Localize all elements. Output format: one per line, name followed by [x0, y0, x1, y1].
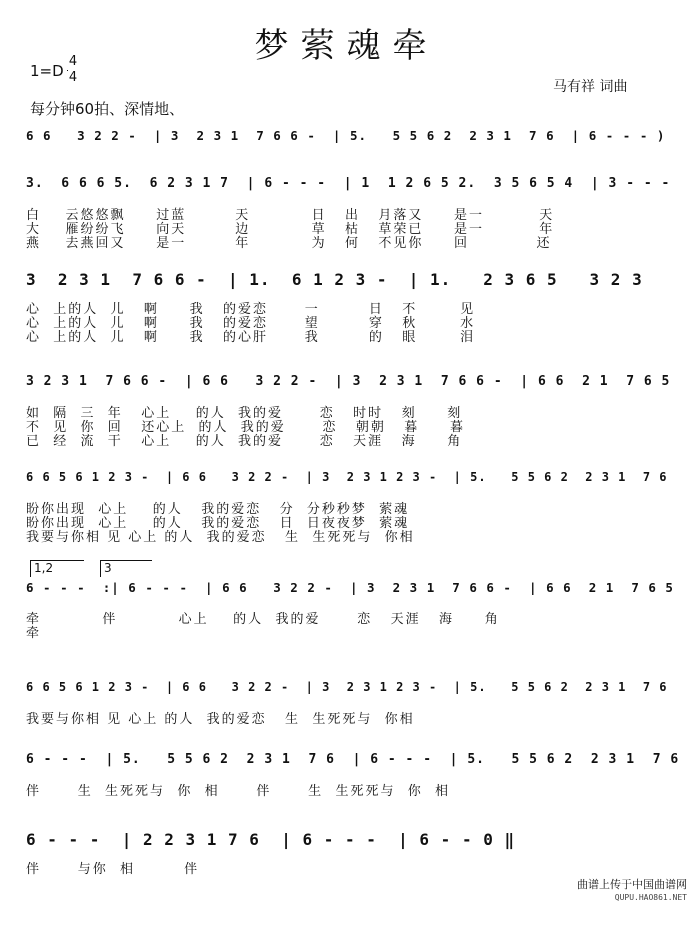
score-system: [0, 270, 693, 370]
tempo-marking: 每分钟60拍、深情地、: [30, 100, 185, 118]
lyric-line: 大 雁纷纷飞 向天 边 草 枯 草荣已 是一 年: [26, 222, 555, 237]
key-signature: 1=D: [30, 62, 64, 80]
notation-line: 3. 6 6 6 5. 6 2 3 1 7 | 6 - - - | 1 1 2 6 5 2. 3 5 6 5 4 | 3 - - -: [26, 176, 671, 191]
footer-watermark: [577, 878, 687, 904]
notation-line: 6 - - - :| 6 - - - | 6 6 3 2 2 - | 3 2 3 1 7 6 6 - | 6 6 2 1 7 6 5: [26, 580, 674, 595]
lyric-line: 伴 生 生死死与 你 相 伴 生 生死死与 你 相: [26, 784, 450, 799]
notation-line: 6 6 3 2 2 - | 3 2 3 1 7 6 6 - | 5. 5 5 6 2 2 3 1 7 6 | 6 - - - ): [26, 128, 666, 143]
lyric-line: 不 见 你 回 还心上 的人 我的爱 恋 朝朝 暮 暮: [26, 420, 465, 435]
notation-line: 6 6 5 6 1 2 3 - | 6 6 3 2 2 - | 3 2 3 1 2 3 - | 5. 5 5 6 2 2 3 1 7 6: [26, 470, 668, 484]
lyric-line: 我要与你相 见 心上 的人 我的爱恋 生 生死死与 你相: [26, 530, 415, 545]
score-system: [0, 561, 693, 680]
lyric-line: 心 上的人 儿 啊 我 的爱恋 一 日 不 见: [26, 302, 476, 317]
notation-line: 6 6 5 6 1 2 3 - | 6 6 3 2 2 - | 3 2 3 1 2 3 - | 5. 5 5 6 2 2 3 1 7 6: [26, 680, 668, 694]
notation-line: 6 - - - | 5. 5 5 6 2 2 3 1 7 6 | 6 - - - | 5. 5 5 6 2 2 3 1 7 6: [26, 752, 680, 767]
notation-line: 3 2 3 1 7 6 6 - | 6 6 3 2 2 - | 3 2 3 1 7 6 6 - | 6 6 2 1 7 6 5: [26, 374, 671, 389]
volta-second-ending: 3: [100, 560, 152, 577]
lyric-line: 牵 伴 心上 的人 我的爱 恋 天涯 海 角: [26, 612, 500, 627]
meter-bottom: 4: [68, 70, 78, 85]
song-title: 梦萦魂牵: [254, 26, 439, 66]
notation-line: 6 - - - | 2 2 3 1 7 6 | 6 - - - | 6 - - 0 ‖: [26, 830, 516, 849]
score-system: [0, 374, 693, 474]
lyric-line: 盼你出现 心上 的人 我的爱恋 日 日夜夜梦 萦魂: [26, 516, 410, 531]
meter-top: 4: [68, 54, 78, 69]
lyric-line: 我要与你相 见 心上 的人 我的爱恋 生 生死死与 你相: [26, 712, 415, 727]
lyric-line: 盼你出现 心上 的人 我的爱恋 分 分秒秒梦 萦魂: [26, 502, 410, 517]
footer-line1: 曲谱上传于中国曲谱网: [577, 878, 687, 891]
lyric-line: 牵: [26, 626, 42, 641]
lyric-line: 心 上的人 儿 啊 我 的爱恋 望 穿 秋 水: [26, 316, 476, 331]
time-signature: [66, 54, 80, 86]
volta-first-ending: 1,2: [30, 560, 84, 577]
lyric-line: 心 上的人 儿 啊 我 的心肝 我 的 眼 泪: [26, 330, 476, 345]
score-system: [0, 470, 693, 570]
lyric-line: 白 云悠悠飘 过蓝 天 日 出 月落又 是一 天: [26, 208, 555, 223]
composer-credit: 马有祥 词曲: [553, 79, 628, 95]
lyric-line: 伴 与你 相 伴: [26, 862, 200, 877]
lyric-line: 已 经 流 干 心上 的人 我的爱 恋 天涯 海 角: [26, 434, 463, 449]
score-system: [0, 176, 693, 276]
footer-url: QUPU.HAO861.NET: [614, 893, 687, 902]
lyric-line: 如 隔 三 年 心上 的人 我的爱 恋 时时 刻 刻: [26, 406, 463, 421]
lyric-line: 燕 去燕回又 是一 年 为 何 不见你 回 还: [26, 236, 552, 251]
notation-line: 3 2 3 1 7 6 6 - | 1. 6 1 2 3 - | 1. 2 3 6 5 3 2 3: [26, 270, 643, 289]
